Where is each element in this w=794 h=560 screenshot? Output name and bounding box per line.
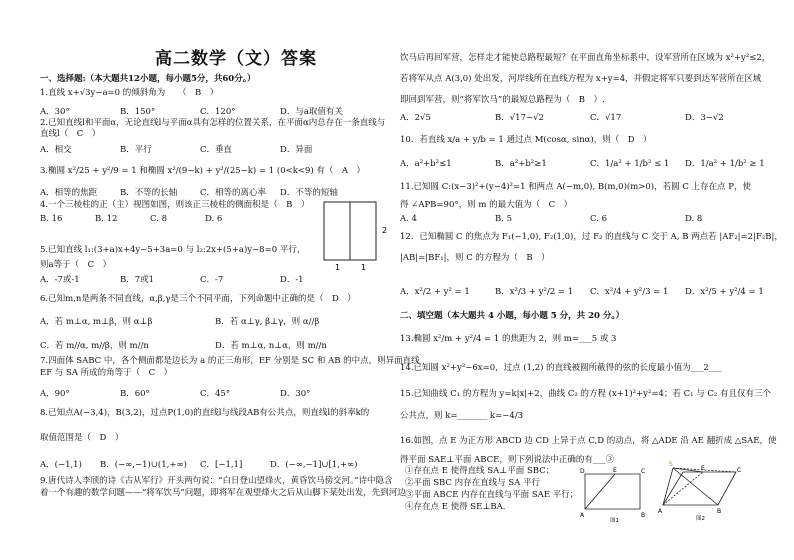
- question-2-line1: 2.已知直线l和平面α，无论直线l与平面α具有怎样的位置关系，在平面α内总存在一条直线与: [40, 118, 386, 128]
- section-fill-heading: 二、填空题（本大题共 4 小题，每小题 5 分，共 20 分。）: [400, 311, 625, 321]
- option-d: D．-1: [280, 275, 304, 285]
- option-b: B．平行: [120, 145, 152, 155]
- question-9-line2: 着一个有趣的数学问题——“将军饮马”问题，即将军在观望烽火之后从山脚下某处出发，先到河边: [40, 488, 406, 498]
- question-5-options: [40, 273, 304, 285]
- question-10-options: [400, 157, 765, 169]
- question-3: 3.椭圆 x²/25 + y²/9 = 1 和椭圆 x²/(9−k) + y²/(25−k) = 1 (0<k<9) 有（ A ）: [40, 166, 366, 176]
- option-b: B．√17−√2: [495, 113, 544, 123]
- option-d: D．异面: [280, 145, 313, 155]
- statement-4: ④存在点 E 使得 SE⊥BA．: [405, 502, 512, 512]
- option-a: A．相交: [40, 145, 72, 155]
- option-a: A．相等的焦距: [40, 188, 98, 198]
- question-8-line1: 8.已知点A(−3,4)，B(3,2)，过点P(1,0)的直线l与线段AB有公共点，则直线l的斜率k的: [40, 408, 370, 418]
- question-11-options: [400, 214, 702, 224]
- option-b: B．150°: [120, 107, 156, 117]
- question-6-options-row1: [40, 315, 319, 327]
- option-d: D. 8: [685, 214, 703, 224]
- question-5-line1: 5.已知直线 l₁:(3+a)x+4y−5+3a=0 与 l₂:2x+(5+a)y−8=0 平行，: [40, 245, 306, 255]
- option-d: D．与a取值有关: [280, 107, 343, 117]
- option-d: D．若 m⊥α, n⊥α，则 m//n: [215, 341, 327, 351]
- option-c: C．垂直: [200, 145, 233, 155]
- question-13: 13.椭圆 x²/m + y²/4 = 1 的焦距为 2，则 m=___5 或 3: [400, 334, 617, 344]
- question-6-options-row2: [40, 339, 327, 351]
- option-d: D. 6: [205, 214, 223, 224]
- question-8-options: [40, 458, 357, 470]
- statement-1: ①存在点 E 使得直线 SA⊥平面 SBC；: [405, 466, 555, 476]
- option-d: D．3−√2: [685, 113, 724, 123]
- option-a: A．(−1,1): [40, 460, 82, 470]
- option-c: C．x²/4 + y²/3 = 1: [590, 287, 669, 297]
- option-c: C．120°: [200, 107, 236, 117]
- question-9-line4: 若将军从点 A(3,0) 处出发，河岸线所在直线方程为 x+y=4，并假定将军只要到达军营所在区域: [400, 74, 762, 84]
- option-a: A．若 m⊥α, m⊥β，则 α⊥β: [40, 317, 153, 327]
- question-12-options: [400, 285, 764, 297]
- point-e-label: E: [701, 465, 705, 472]
- question-9-line1: 9.唐代诗人李颀的诗《古从军行》开头两句说：“白日登山望烽火，黄昏饮马傍交河。”诗中隐含: [40, 476, 393, 486]
- option-b: B．60°: [120, 389, 150, 399]
- statement-2: ②平面 SBC 内存在直线与 SA 平行: [405, 478, 541, 488]
- option-c: C．若 m//α, m//β，则 m//n: [40, 341, 149, 351]
- point-s-label: S: [669, 461, 673, 468]
- option-d: D．x²/5 + y²/4 = 1: [685, 287, 764, 297]
- option-b: B. 5: [495, 214, 513, 224]
- option-d: D．(−∞,−1]∪[1,+∞): [270, 460, 358, 470]
- question-11-line2: 得 ∠APB=90°，则 m 的最大值为（ C ）: [400, 200, 573, 210]
- question-11-line1: 11.已知圆 C:(x−3)²+(y−4)²=1 和两点 A(−m,0), B(m,0)(m>0)，若圆 C 上存在点 P，使: [400, 182, 751, 192]
- question-4: 4.一个三棱柱的正（主）视图如图，则该正三棱柱的侧面积是（ B ）: [40, 200, 310, 210]
- option-b: B．不等的长轴: [120, 188, 178, 198]
- option-a: B. 16: [40, 214, 63, 224]
- base-abce: [663, 472, 736, 505]
- option-b: B．7或1: [120, 275, 155, 285]
- question-5-line2: 则a等于（ C ）: [40, 260, 112, 270]
- statement-3: ③平面 ABCE 内存在直线与平面 SAE 平行；: [405, 490, 579, 500]
- point-d-label: D: [580, 468, 585, 475]
- option-a: A．-7或-1: [40, 275, 80, 285]
- figure-1-square: [580, 464, 650, 522]
- question-16-line2: 得平面 SAE⊥平面 ABCE，则下列说法中正确的有___③: [400, 455, 615, 465]
- edge-ae: [663, 472, 703, 505]
- point-c-label: C: [737, 467, 742, 474]
- point-c-label: C: [641, 468, 646, 475]
- question-1: 1.直线 x+√3y−a=0 的倾斜角为 （ B ）: [40, 88, 219, 98]
- point-a-label: A: [580, 512, 585, 519]
- width-label-left: 1: [335, 263, 341, 272]
- question-3-options: [40, 186, 338, 198]
- section-choice-heading: 一、选择题:（本大题共12小题，每小题5分，共60分。）: [40, 74, 256, 84]
- option-d: D．30°: [280, 389, 311, 399]
- question-7-line1: 7.四面体 SABC 中，各个侧面都是边长为 a 的正三角形，EF 分别是 SC 和 AB 的中点，则异面直线: [40, 356, 420, 366]
- question-10: 10．若直线 x/a + y/b = 1 通过点 M(cosα, sinα)，则（ D ）: [400, 135, 652, 145]
- page-title: 高二数学（文）答案: [155, 49, 317, 69]
- option-a: A．x²/2 + y² = 1: [400, 287, 470, 297]
- question-9-line3: 饮马后再回军营，怎样走才能使总路程最短？在平面直角坐标系中，设军营所在区域为 x²+y²≤2，: [400, 53, 771, 63]
- prism-front-view-figure: [318, 200, 390, 270]
- question-9-options: [400, 111, 724, 123]
- question-4-options: [40, 214, 222, 224]
- option-b: B．x²/3 + y²/2 = 1: [495, 287, 574, 297]
- option-b: B. 12: [95, 214, 118, 224]
- option-a: A．a²+b²≤1: [400, 159, 452, 169]
- question-6: 6.已知m,n是两条不同直线，α,β,γ是三个不同平面，下列命题中正确的是（ D ）: [40, 294, 356, 304]
- point-a-label: A: [658, 508, 663, 515]
- option-c: C．[−1,1]: [200, 460, 243, 470]
- question-8-line2: 取值范围是（ D ）: [40, 433, 124, 443]
- option-c: C．45°: [200, 389, 231, 399]
- question-14: 14.已知圆 x²+y²−6x=0，过点 (1,2) 的直线被圆所截得的弦的长度最小值为___2___: [400, 363, 722, 373]
- question-12-line1: 12．已知椭圆 C 的焦点为 F₁(−1,0), F₂(1,0)，过 F₂ 的直线与 C 交于 A, B 两点若 |AF₂|=2|F₂B|，: [400, 232, 783, 242]
- option-b: B．若 α⊥γ, β⊥γ，则 α//β: [215, 317, 320, 327]
- figure-2-caption: 图2: [696, 516, 705, 522]
- option-c: C. 8: [150, 214, 168, 224]
- option-a: A．30°: [40, 107, 70, 117]
- width-label-right: 1: [361, 263, 367, 272]
- square-abcd: [585, 474, 640, 509]
- option-a: A．2√5: [400, 113, 431, 123]
- option-d: D．1/a² + 1/b² ≥ 1: [685, 159, 765, 169]
- option-a: A. 4: [400, 214, 417, 224]
- option-c: C. 6: [590, 214, 608, 224]
- question-15-line2: 公共点，则 k=_______ k=−4/3: [400, 411, 524, 421]
- edge-sb: [673, 468, 718, 505]
- option-b: B．a²+b²≥1: [495, 159, 547, 169]
- point-b-label: B: [717, 508, 722, 515]
- question-2-line2: 直线l（ C ）: [40, 129, 101, 139]
- option-c: C．√17: [590, 113, 622, 123]
- question-1-options: [40, 105, 343, 117]
- option-c: C．1/a² + 1/b² ≤ 1: [590, 159, 670, 169]
- question-16-line1: 16.如图，点 E 为正方形 ABCD 边 CD 上异于点 C,D 的动点，将 △ADE 沿 AE 翻折成 △SAE，使: [400, 436, 777, 446]
- option-c: C．-7: [200, 275, 224, 285]
- figure-2-folded: [658, 460, 748, 522]
- question-2-options: [40, 143, 312, 155]
- question-7-line2: EF 与 SA 所成的角等于（ C ）: [40, 368, 173, 378]
- height-label: 2: [382, 226, 388, 235]
- figure-1-caption: 图1: [610, 518, 619, 524]
- option-a: A．90°: [40, 389, 70, 399]
- option-b: B．(−∞,−1)∪(1,+∞): [100, 460, 187, 470]
- question-7-options: [40, 387, 310, 399]
- question-9-line5: 即回到军营，则“将军饮马”的最短总路程为（ B ）.: [400, 95, 605, 105]
- segment-ae: [585, 474, 615, 509]
- point-b-label: B: [641, 512, 646, 519]
- edge-sa: [663, 468, 673, 505]
- option-d: D．不等的短轴: [280, 188, 338, 198]
- point-e-label: E: [613, 467, 617, 474]
- option-c: C．相等的离心率: [200, 188, 267, 198]
- question-15-line1: 15.已知曲线 C₁ 的方程为 y=k|x|+2，曲线 C₂ 的方程 (x+1)²+y²=4；若 C₁ 与 C₂ 有且仅有三个: [400, 389, 772, 399]
- question-12-line2: |AB|=|BF₁|，则 C 的方程为（ B ）: [400, 253, 550, 263]
